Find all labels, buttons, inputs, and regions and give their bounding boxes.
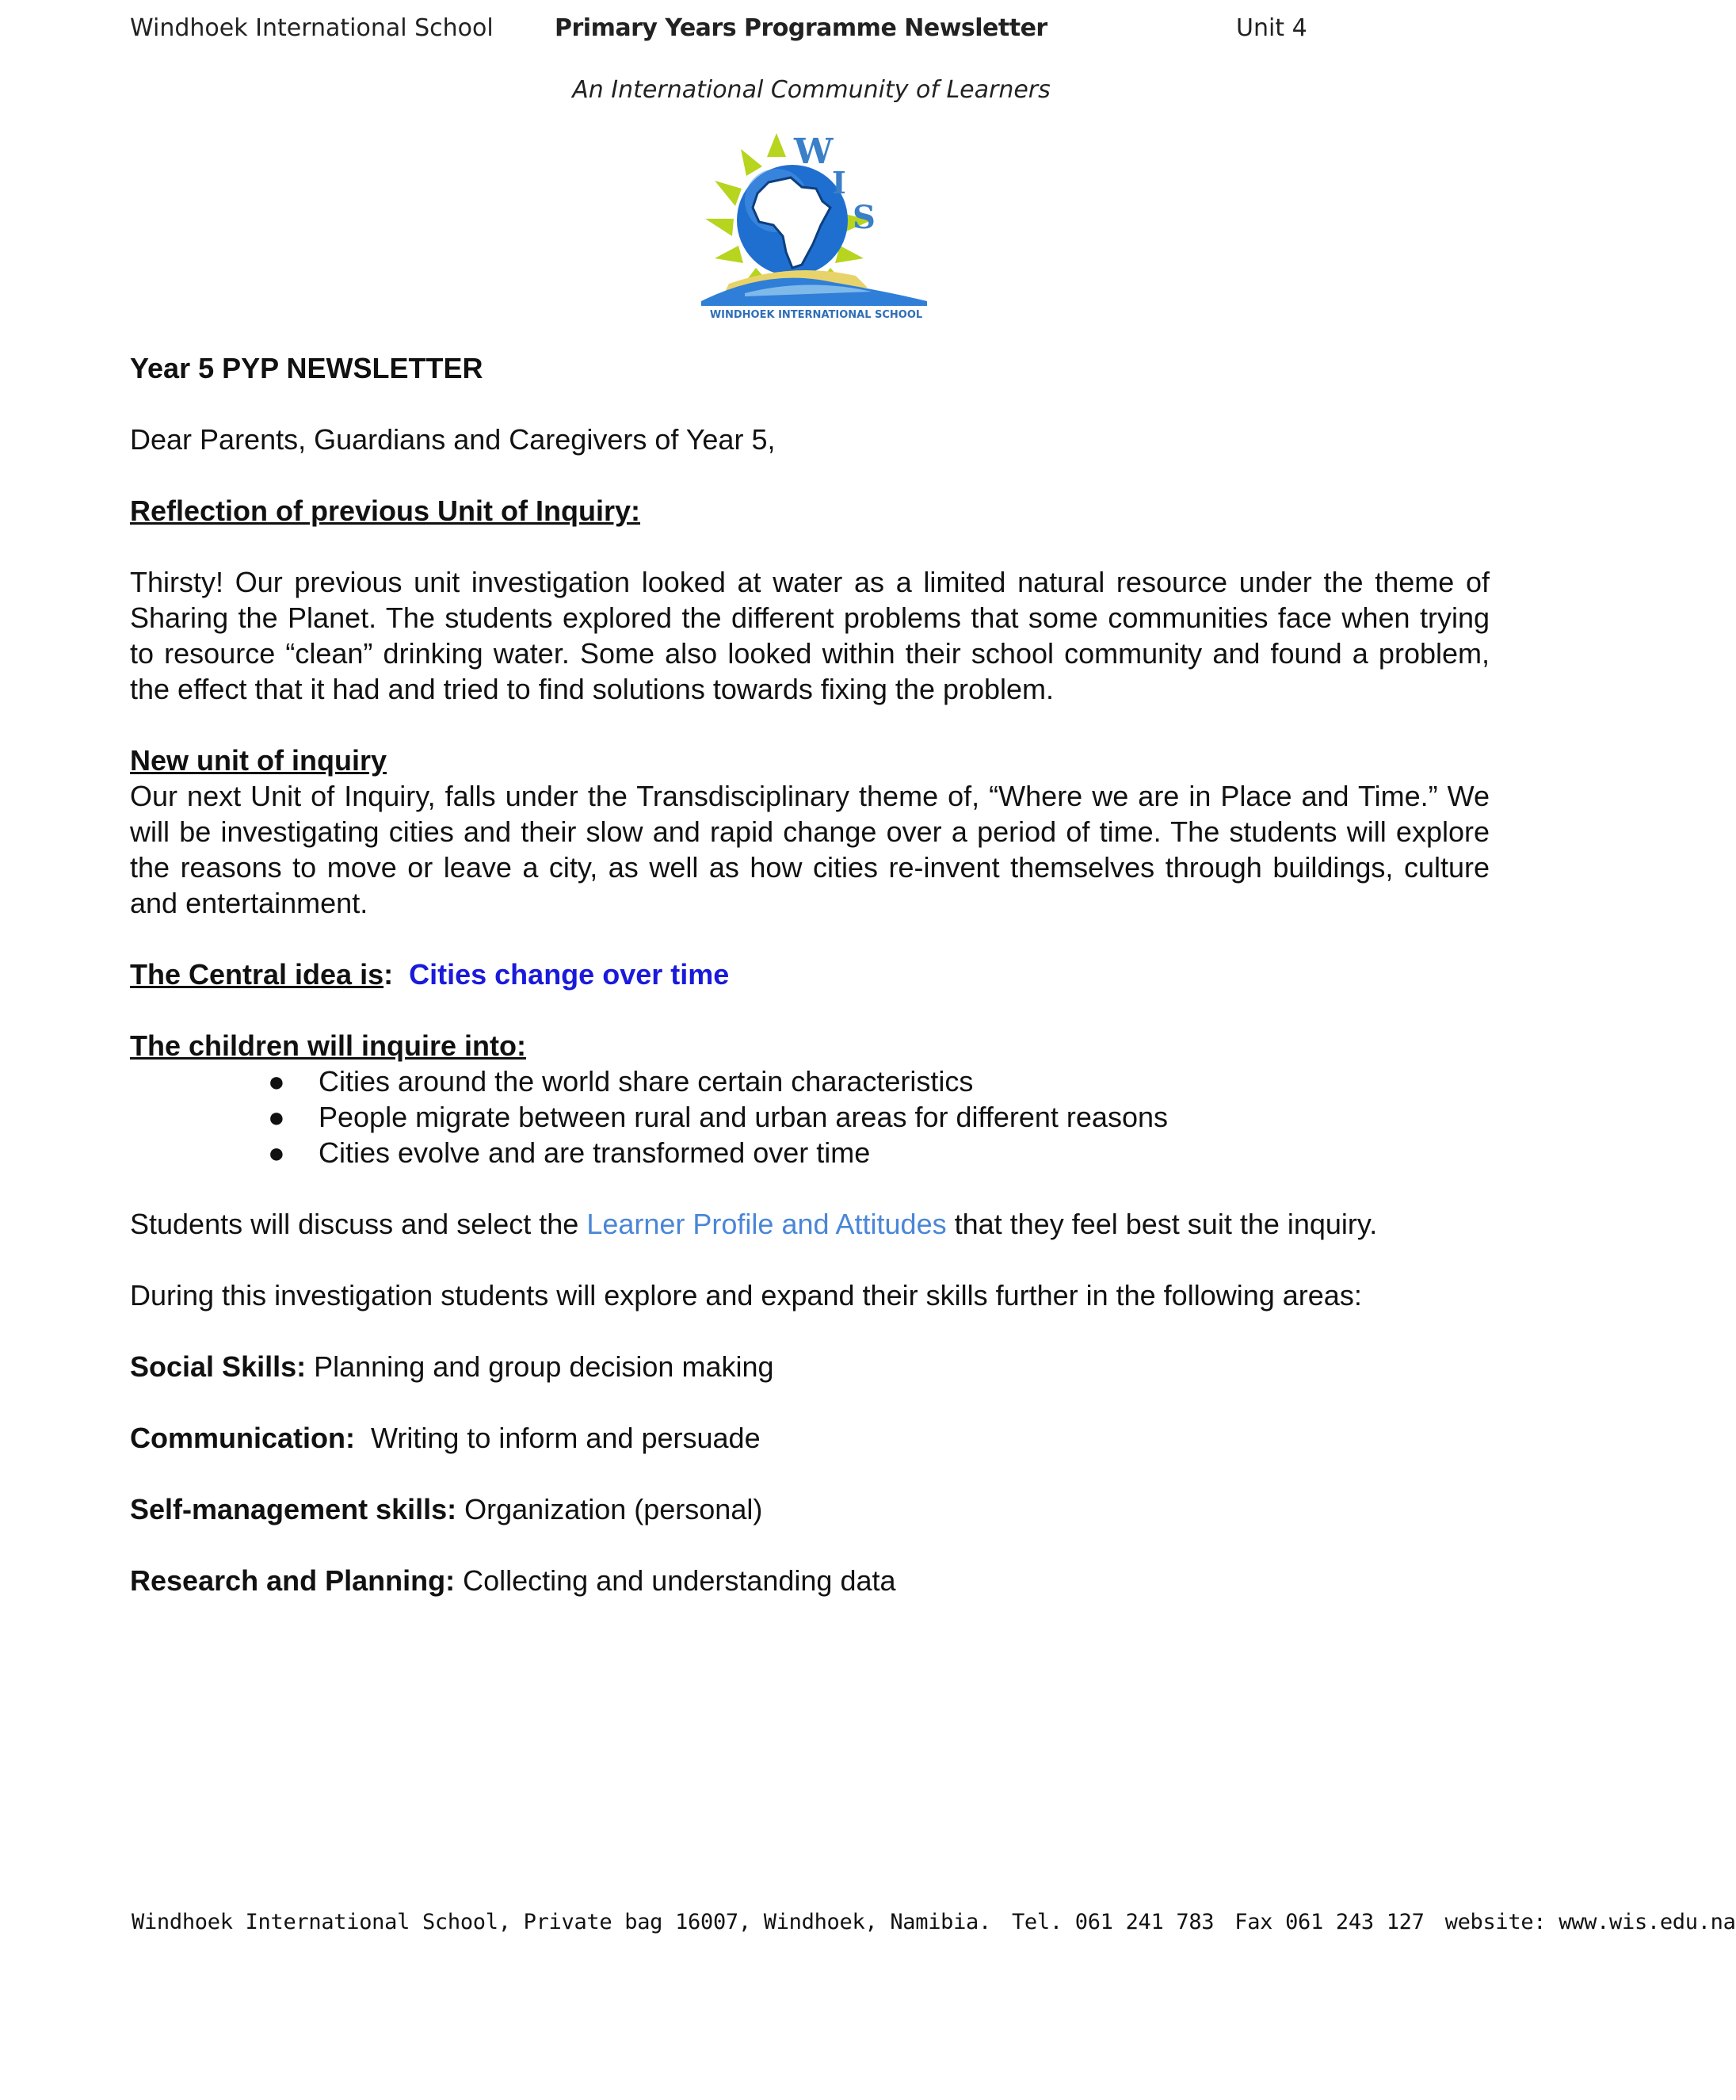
- reflection-body: Thirsty! Our previous unit investigation looked at water as a limited natural resource under the theme of Sharing the Planet. The students explored the different problems that some communities face when trying to resource “clean” drinking water. Some also looked within their school community and found a problem, the effect that it had and tried to find solutions towards fixing the problem.: [130, 566, 1490, 705]
- logo-letter-i: I: [832, 165, 846, 200]
- skill-self-management: [130, 1491, 1490, 1527]
- central-idea-colon: :: [383, 958, 394, 991]
- skill-label: Communication:: [130, 1422, 355, 1454]
- skill-research: [130, 1563, 1490, 1598]
- header-school-name: Windhoek International School: [130, 14, 494, 42]
- skill-value: Writing to inform and persuade: [355, 1422, 761, 1454]
- list-item-text: Cities around the world share certain characteristics: [319, 1065, 974, 1098]
- learner-profile-line: [130, 1206, 1490, 1242]
- new-unit-heading: New unit of inquiry: [130, 744, 387, 777]
- logo-caption: WINDHOEK INTERNATIONAL SCHOOL: [709, 309, 923, 321]
- header-title: Primary Years Programme Newsletter: [555, 14, 1047, 42]
- footer-tel: Tel. 061 241 783: [1011, 1910, 1215, 1934]
- footer-address: Windhoek International School, Private bag 16007, Windhoek, Namibia.: [132, 1910, 991, 1934]
- skills-intro: During this investigation students will explore and expand their skills further in the following areas:: [130, 1279, 1362, 1312]
- newsletter-title: Year 5 PYP NEWSLETTER: [130, 352, 483, 384]
- logo-letter-s: S: [853, 199, 876, 236]
- reflection-heading: Reflection of previous Unit of Inquiry:: [130, 494, 641, 527]
- skill-communication: [130, 1420, 1490, 1456]
- learner-profile-link[interactable]: Learner Profile and Attitudes: [586, 1208, 947, 1240]
- tagline: An International Community of Learners: [572, 76, 1051, 104]
- central-idea-value: Cities change over time: [409, 958, 730, 991]
- newsletter-body: [130, 350, 1490, 1598]
- footer-website[interactable]: website: www.wis.edu.na: [1444, 1910, 1736, 1934]
- skill-label: Research and Planning:: [130, 1564, 456, 1597]
- central-idea-line: [130, 956, 1490, 992]
- inquire-heading: The children will inquire into:: [130, 1029, 527, 1062]
- list-item: [268, 1063, 1490, 1099]
- inquire-list: [130, 1063, 1490, 1170]
- skill-value: Planning and group decision making: [306, 1350, 774, 1383]
- skill-value: Organization (personal): [456, 1493, 763, 1525]
- skill-label: Social Skills:: [130, 1350, 307, 1383]
- bullet-icon: ●: [268, 1136, 285, 1169]
- footer-fax: Fax 061 243 127: [1234, 1910, 1425, 1934]
- bullet-icon: ●: [268, 1065, 285, 1098]
- skill-label: Self-management skills:: [130, 1493, 457, 1525]
- header-unit: Unit 4: [1236, 14, 1307, 42]
- learner-profile-before: Students will discuss and select the: [130, 1208, 587, 1240]
- list-item-text: Cities evolve and are transformed over time: [319, 1136, 871, 1169]
- list-item: [268, 1135, 1490, 1170]
- greeting: Dear Parents, Guardians and Caregivers of Year 5,: [130, 423, 776, 456]
- logo-letter-w: W: [794, 132, 834, 172]
- footer: [132, 1910, 1736, 1934]
- school-logo: [697, 125, 935, 319]
- bullet-icon: ●: [268, 1101, 285, 1133]
- central-idea-label: The Central idea is: [130, 958, 384, 991]
- list-item: [268, 1099, 1490, 1135]
- list-item-text: People migrate between rural and urban areas for different reasons: [319, 1101, 1168, 1133]
- skill-value: Collecting and understanding data: [455, 1564, 896, 1597]
- skill-social: [130, 1349, 1490, 1384]
- learner-profile-after: that they feel best suit the inquiry.: [946, 1208, 1378, 1240]
- new-unit-body: Our next Unit of Inquiry, falls under the Transdisciplinary theme of, “Where we are in Place and Time.” We will be investigating cities and their slow and rapid change over a period of time. The students will explore the reasons to move or leave a city, as well as how cities re-invent themselves through buildings, culture and entertainment.: [130, 780, 1490, 919]
